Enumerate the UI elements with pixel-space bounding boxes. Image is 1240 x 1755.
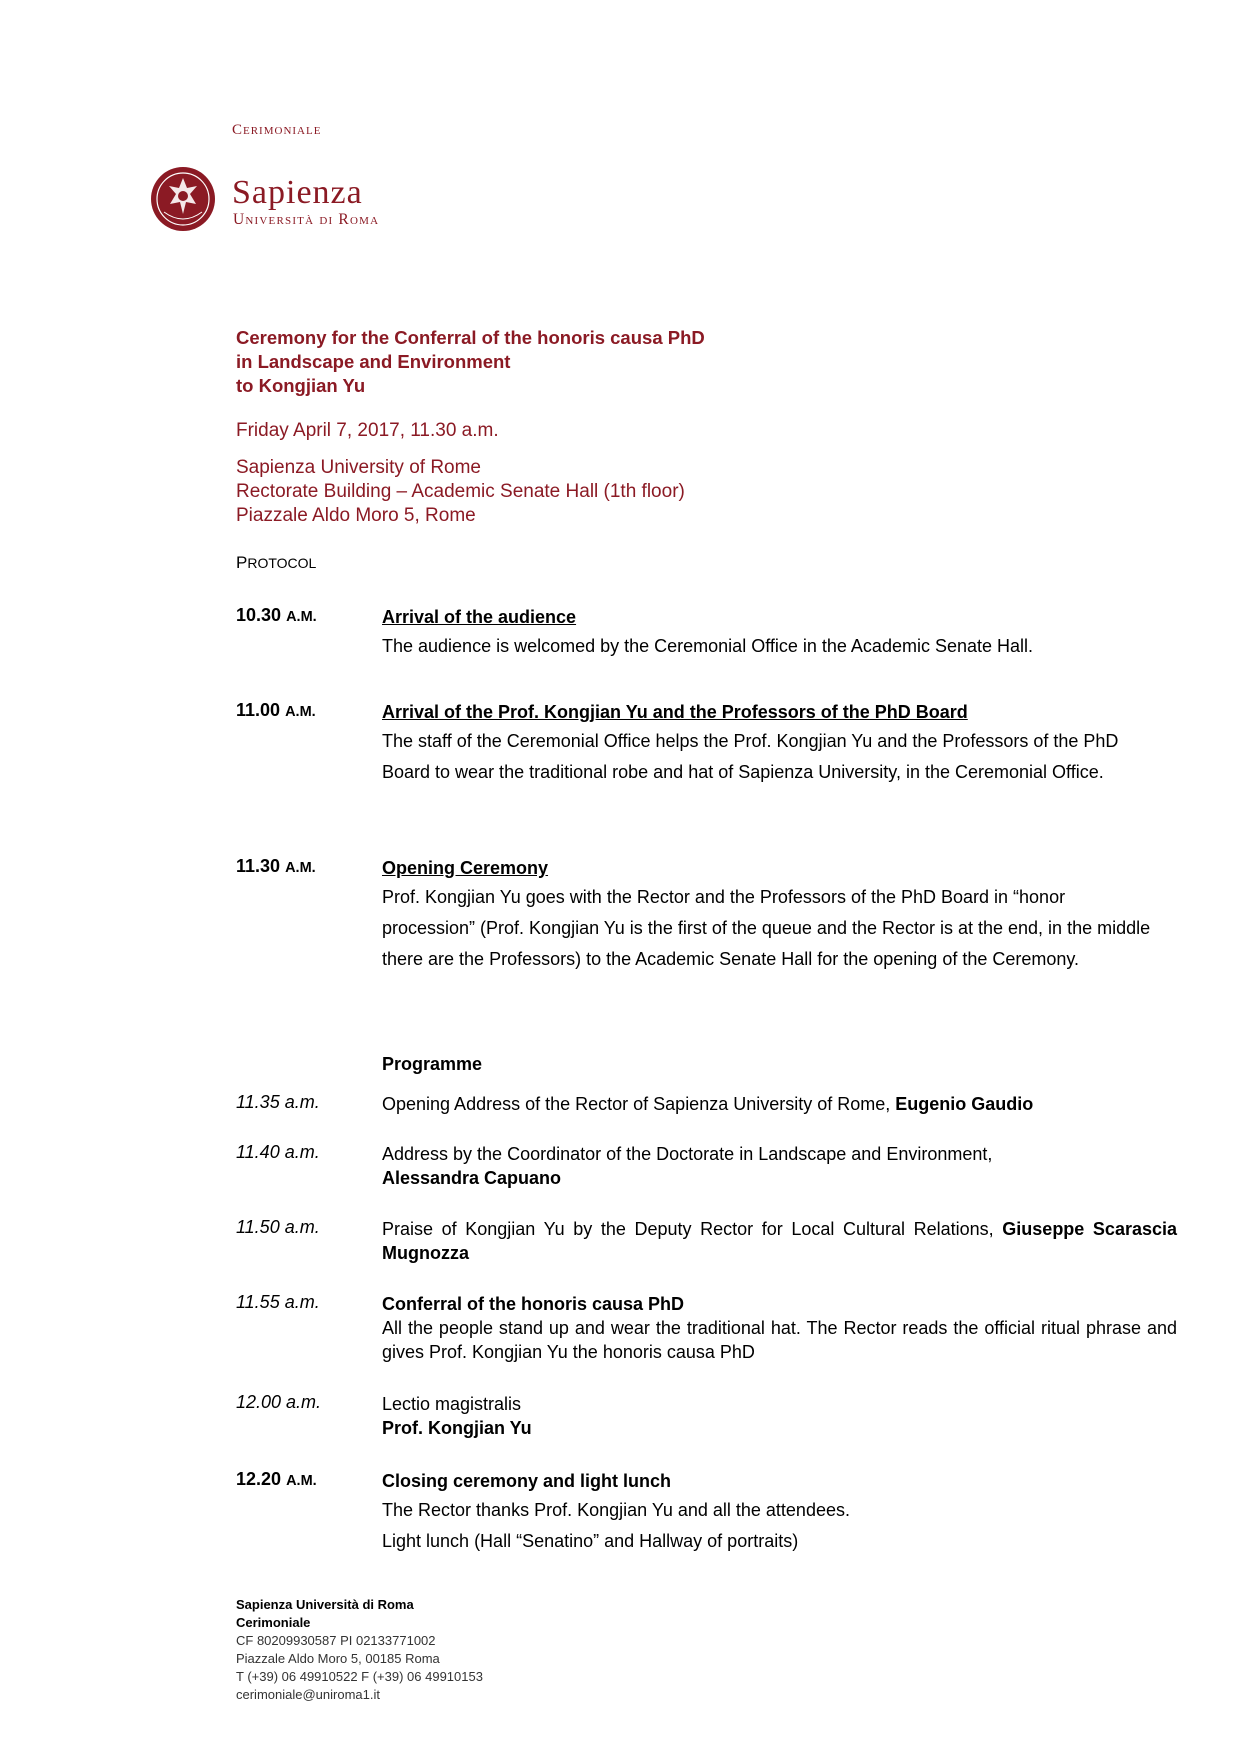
footer xyxy=(236,1596,483,1704)
programme-text: Lectio magistralis xyxy=(382,1394,522,1414)
footer-line-1: Sapienza Università di Roma xyxy=(236,1597,414,1612)
footer-tax-ids: CF 80209930587 PI 02133771002 xyxy=(236,1633,436,1648)
programme-speaker: Prof. Kongjian Yu xyxy=(382,1418,532,1438)
protocol-time: 11.30 A.M. xyxy=(236,856,316,876)
protocol-heading-rest: ROTOCOL xyxy=(247,555,317,571)
programme-item-heading: Conferral of the honoris causa PhD xyxy=(382,1294,685,1314)
closing-desc-2: Light lunch (Hall “Senatino” and Hallway of portraits) xyxy=(382,1531,799,1551)
programme-heading: Programme xyxy=(382,1054,483,1074)
title-line-1: Ceremony for the Conferral of the honoris causa PhD xyxy=(236,327,705,348)
programme-time: 12.00 a.m. xyxy=(236,1392,322,1412)
protocol-time: 10.30 A.M. xyxy=(236,605,317,625)
programme-text: Address by the Coordinator of the Doctorate in Landscape and Environment, xyxy=(382,1144,993,1164)
office-label: Cerimoniale xyxy=(232,122,322,138)
venue-line-2: Rectorate Building – Academic Senate Hall (1th floor) xyxy=(236,481,685,502)
protocol-item-heading: Opening Ceremony xyxy=(382,858,549,878)
programme-time: 11.55 a.m. xyxy=(236,1292,320,1312)
footer-phone-fax: T (+39) 06 49910522 F (+39) 06 49910153 xyxy=(236,1669,483,1684)
venue-line-1: Sapienza University of Rome xyxy=(236,457,481,478)
document-title xyxy=(236,326,705,398)
programme-text: Praise of Kongjian Yu by the Deputy Rector for Local Cultural Relations, xyxy=(382,1219,1003,1239)
programme-text: All the people stand up and wear the traditional hat. The Rector reads the official ritual phrase and gives Prof. Kongjian Yu the honoris causa PhD xyxy=(382,1318,1177,1362)
closing-heading: Closing ceremony and light lunch xyxy=(382,1471,672,1491)
event-venue xyxy=(236,456,685,528)
protocol-heading xyxy=(236,553,316,573)
protocol-item-desc: The audience is welcomed by the Ceremonial Office in the Academic Senate Hall. xyxy=(382,636,1034,656)
footer-line-2: Cerimoniale xyxy=(236,1615,311,1630)
university-name: Sapienza xyxy=(232,174,363,211)
protocol-time: 11.00 A.M. xyxy=(236,700,316,720)
title-line-3: to Kongjian Yu xyxy=(236,375,366,396)
protocol-item-heading: Arrival of the audience xyxy=(382,607,577,627)
venue-line-3: Piazzale Aldo Moro 5, Rome xyxy=(236,505,476,526)
protocol-heading-cap: P xyxy=(236,553,248,572)
programme-time: 11.40 a.m. xyxy=(236,1142,320,1162)
sapienza-seal-logo xyxy=(150,164,216,234)
title-line-2: in Landscape and Environment xyxy=(236,351,511,372)
programme-speaker: Eugenio Gaudio xyxy=(895,1094,1034,1114)
footer-email: cerimoniale@uniroma1.it xyxy=(236,1687,380,1702)
protocol-item-desc: Prof. Kongjian Yu goes with the Rector and the Professors of the PhD Board in “honor procession” (Prof. Kongjian Yu is the first of the queue and the Rector is at the end, in the middle there are the Professors) to the Academic Senate Hall for the opening of the Ceremony. xyxy=(382,887,1151,969)
programme-speaker: Giuseppe Scarascia Mugnozza xyxy=(382,1219,1178,1263)
closing-time: 12.20 A.M. xyxy=(236,1469,317,1489)
programme-time: 11.35 a.m. xyxy=(236,1092,320,1112)
university-subtitle: Università di Roma xyxy=(233,211,380,228)
footer-address: Piazzale Aldo Moro 5, 00185 Roma xyxy=(236,1651,440,1666)
programme-time: 11.50 a.m. xyxy=(236,1217,320,1237)
closing-desc-1: The Rector thanks Prof. Kongjian Yu and all the attendees. xyxy=(382,1500,850,1520)
programme-speaker: Alessandra Capuano xyxy=(382,1168,562,1188)
event-date: Friday April 7, 2017, 11.30 a.m. xyxy=(236,420,499,441)
protocol-item-heading: Arrival of the Prof. Kongjian Yu and the Professors of the PhD Board xyxy=(382,702,968,722)
protocol-item-desc: The staff of the Ceremonial Office helps the Prof. Kongjian Yu and the Professors of the PhD Board to wear the traditional robe and hat of Sapienza University, in the Ceremonial Office. xyxy=(382,731,1119,782)
programme-text: Opening Address of the Rector of Sapienza University of Rome, xyxy=(382,1094,896,1114)
